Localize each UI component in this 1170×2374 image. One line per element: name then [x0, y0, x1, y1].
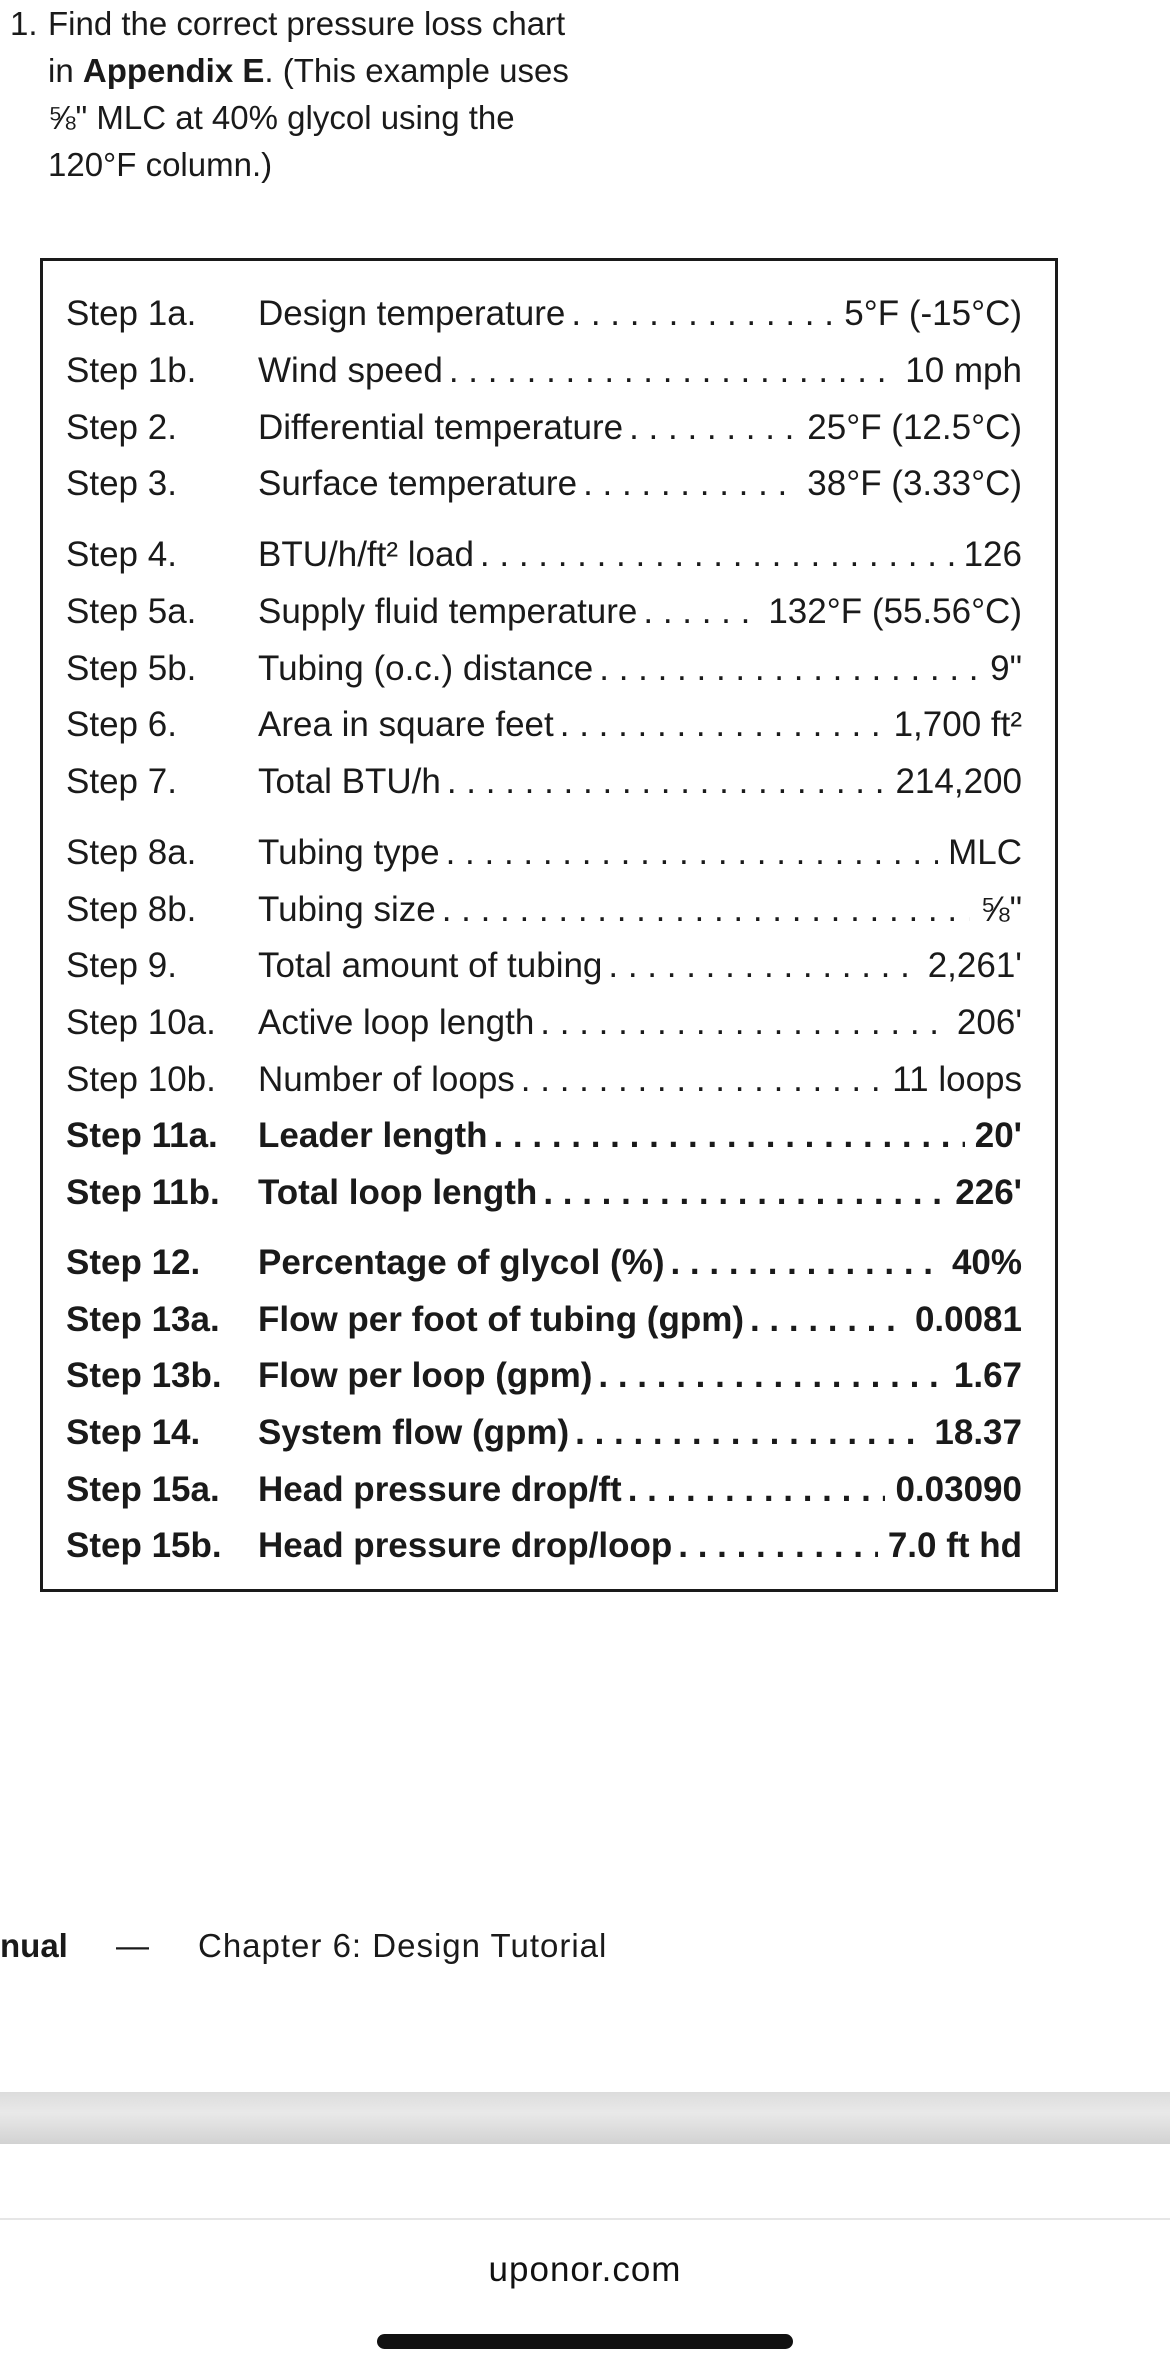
step-label: Total amount of tubing [258, 946, 603, 985]
dot-leader [449, 351, 895, 391]
step-leader [258, 1526, 888, 1566]
step-value: 18.37 [934, 1413, 1022, 1452]
step-leader [258, 1356, 954, 1396]
step-leader [258, 1173, 955, 1213]
step-label: Total loop length [258, 1173, 538, 1212]
step-value: 10 mph [905, 351, 1022, 390]
instruction-number: 1. [10, 5, 38, 42]
dot-leader [750, 1300, 905, 1340]
step-value: 226' [955, 1173, 1022, 1212]
dot-leader [543, 1173, 945, 1213]
step-leader [258, 649, 990, 689]
step-number: Step 10a. [66, 1003, 216, 1042]
dot-leader [571, 294, 834, 334]
step-label: Number of loops [258, 1060, 515, 1099]
step-leader [258, 1470, 895, 1510]
step-number: Step 15b. [66, 1526, 222, 1565]
step-label: Leader length [258, 1116, 488, 1155]
step-leader [258, 1060, 892, 1100]
step-label: Design temperature [258, 294, 566, 333]
step-leader [258, 833, 948, 873]
step-leader [258, 1003, 957, 1043]
step-label: Tubing (o.c.) distance [258, 649, 594, 688]
dot-leader [480, 535, 954, 575]
step-value: MLC [948, 833, 1022, 872]
step-leader [258, 464, 807, 504]
step-leader [258, 1116, 975, 1156]
step-label: Total BTU/h [258, 762, 441, 801]
appendix-reference: Appendix E [82, 52, 265, 89]
step-label: BTU/h/ft² load [258, 535, 474, 574]
step-number: Step 12. [66, 1243, 201, 1282]
step-leader [258, 1413, 934, 1453]
step-leader [258, 705, 894, 745]
table-row [66, 884, 1022, 936]
instruction-text [10, 0, 570, 188]
step-leader [258, 1300, 915, 1340]
step-label: Differential temperature [258, 408, 624, 447]
instruction-part1: Find the correct pressure loss chart in [48, 5, 566, 89]
dot-leader [629, 408, 797, 448]
step-number: Step 15a. [66, 1470, 220, 1509]
step-number: Step 13a. [66, 1300, 220, 1339]
home-indicator[interactable] [377, 2334, 793, 2349]
dot-leader [643, 592, 758, 632]
step-number: Step 6. [66, 705, 177, 744]
table-row [66, 1407, 1022, 1459]
instruction-part2: . (This example uses ⅝" MLC at 40% glycol using the 120°F column.) [48, 52, 569, 183]
table-row [66, 1110, 1022, 1162]
step-value: 40% [951, 1243, 1022, 1282]
step-number: Step 4. [66, 535, 177, 574]
step-leader [258, 408, 807, 448]
table-row [66, 288, 1022, 340]
step-number: Step 3. [66, 464, 177, 503]
step-value: 1.67 [953, 1356, 1022, 1395]
step-value: 132°F (55.56°C) [768, 592, 1022, 631]
table-row [66, 940, 1022, 992]
step-number: Step 9. [66, 946, 177, 985]
step-label: Surface temperature [258, 464, 578, 503]
step-value: 5°F (-15°C) [844, 294, 1022, 333]
step-leader [258, 351, 905, 391]
dot-leader [608, 946, 917, 986]
step-label: Wind speed [258, 351, 443, 390]
step-number: Step 1b. [66, 351, 197, 390]
step-leader [258, 890, 980, 930]
footer-dash: — [116, 1927, 149, 1964]
dot-leader [493, 1116, 964, 1156]
table-row [66, 1167, 1022, 1219]
step-leader [258, 762, 895, 802]
step-number: Step 2. [66, 408, 177, 447]
dot-leader [599, 649, 980, 689]
dot-leader [598, 1356, 943, 1396]
step-value: 11 loops [892, 1060, 1022, 1099]
dot-leader [521, 1060, 882, 1100]
step-value: 9" [990, 649, 1022, 688]
step-label: Flow per loop (gpm) [258, 1356, 593, 1395]
table-row [66, 1350, 1022, 1402]
dot-leader [628, 1470, 886, 1510]
step-label: System flow (gpm) [258, 1413, 570, 1452]
table-row [66, 997, 1022, 1049]
table-row [66, 643, 1022, 695]
dot-leader [583, 464, 797, 504]
step-label: Head pressure drop/ft [258, 1470, 622, 1509]
step-value: 38°F (3.33°C) [807, 464, 1022, 503]
table-row [66, 402, 1022, 454]
step-label: Flow per foot of tubing (gpm) [258, 1300, 744, 1339]
step-value: 1,700 ft² [893, 705, 1022, 744]
step-value: 0.03090 [895, 1470, 1022, 1509]
step-value: 126 [963, 535, 1022, 574]
step-number: Step 5b. [66, 649, 197, 688]
step-number: Step 10b. [66, 1060, 216, 1099]
footer-chapter: Chapter 6: Design Tutorial [198, 1927, 608, 1964]
design-steps-table [40, 258, 1058, 1592]
step-value: 7.0 ft hd [887, 1526, 1022, 1565]
step-number: Step 11b. [66, 1173, 220, 1212]
step-number: Step 8b. [66, 890, 197, 929]
step-leader [258, 592, 768, 632]
table-row [66, 345, 1022, 397]
dot-leader [678, 1526, 878, 1566]
step-label: Area in square feet [258, 705, 554, 744]
table-row [66, 529, 1022, 581]
step-number: Step 14. [66, 1413, 201, 1452]
table-row [66, 756, 1022, 808]
step-value: 214,200 [895, 762, 1022, 801]
step-label: Supply fluid temperature [258, 592, 638, 631]
step-value: 2,261' [927, 946, 1022, 985]
table-row [66, 1464, 1022, 1516]
step-number: Step 8a. [66, 833, 197, 872]
dot-leader [560, 705, 884, 745]
table-row [66, 458, 1022, 510]
step-value: ⅝" [980, 890, 1022, 929]
dot-leader [446, 833, 938, 873]
step-label: Tubing type [258, 833, 440, 872]
viewer-toolbar [0, 2092, 1170, 2144]
divider [0, 2218, 1170, 2220]
step-label: Head pressure drop/loop [258, 1526, 673, 1565]
step-number: Step 1a. [66, 294, 197, 333]
table-row [66, 1237, 1022, 1289]
table-row [66, 1294, 1022, 1346]
step-number: Step 5a. [66, 592, 197, 631]
step-value: 206' [956, 1003, 1022, 1042]
table-row [66, 1054, 1022, 1106]
step-label: Percentage of glycol (%) [258, 1243, 665, 1282]
instruction-body [10, 0, 570, 188]
step-number: Step 11a. [66, 1116, 218, 1155]
step-label: Tubing size [258, 890, 436, 929]
site-url[interactable]: uponor.com [488, 2250, 682, 2289]
table-row [66, 586, 1022, 638]
step-leader [258, 1243, 952, 1283]
step-value: 25°F (12.5°C) [807, 408, 1022, 447]
step-label: Active loop length [258, 1003, 535, 1042]
table-row [66, 699, 1022, 751]
step-value: 20' [974, 1116, 1022, 1155]
dot-leader [670, 1243, 941, 1283]
dot-leader [447, 762, 886, 802]
step-number: Step 13b. [66, 1356, 222, 1395]
step-leader [258, 946, 928, 986]
dot-leader [575, 1413, 924, 1453]
table-row [66, 1520, 1022, 1572]
step-number: Step 7. [66, 762, 177, 801]
table-row [66, 827, 1022, 879]
step-leader [258, 294, 844, 334]
step-value: 0.0081 [914, 1300, 1022, 1339]
step-leader [258, 535, 964, 575]
dot-leader [540, 1003, 947, 1043]
footer-manual: nual [0, 1927, 68, 1964]
dot-leader [442, 890, 971, 930]
